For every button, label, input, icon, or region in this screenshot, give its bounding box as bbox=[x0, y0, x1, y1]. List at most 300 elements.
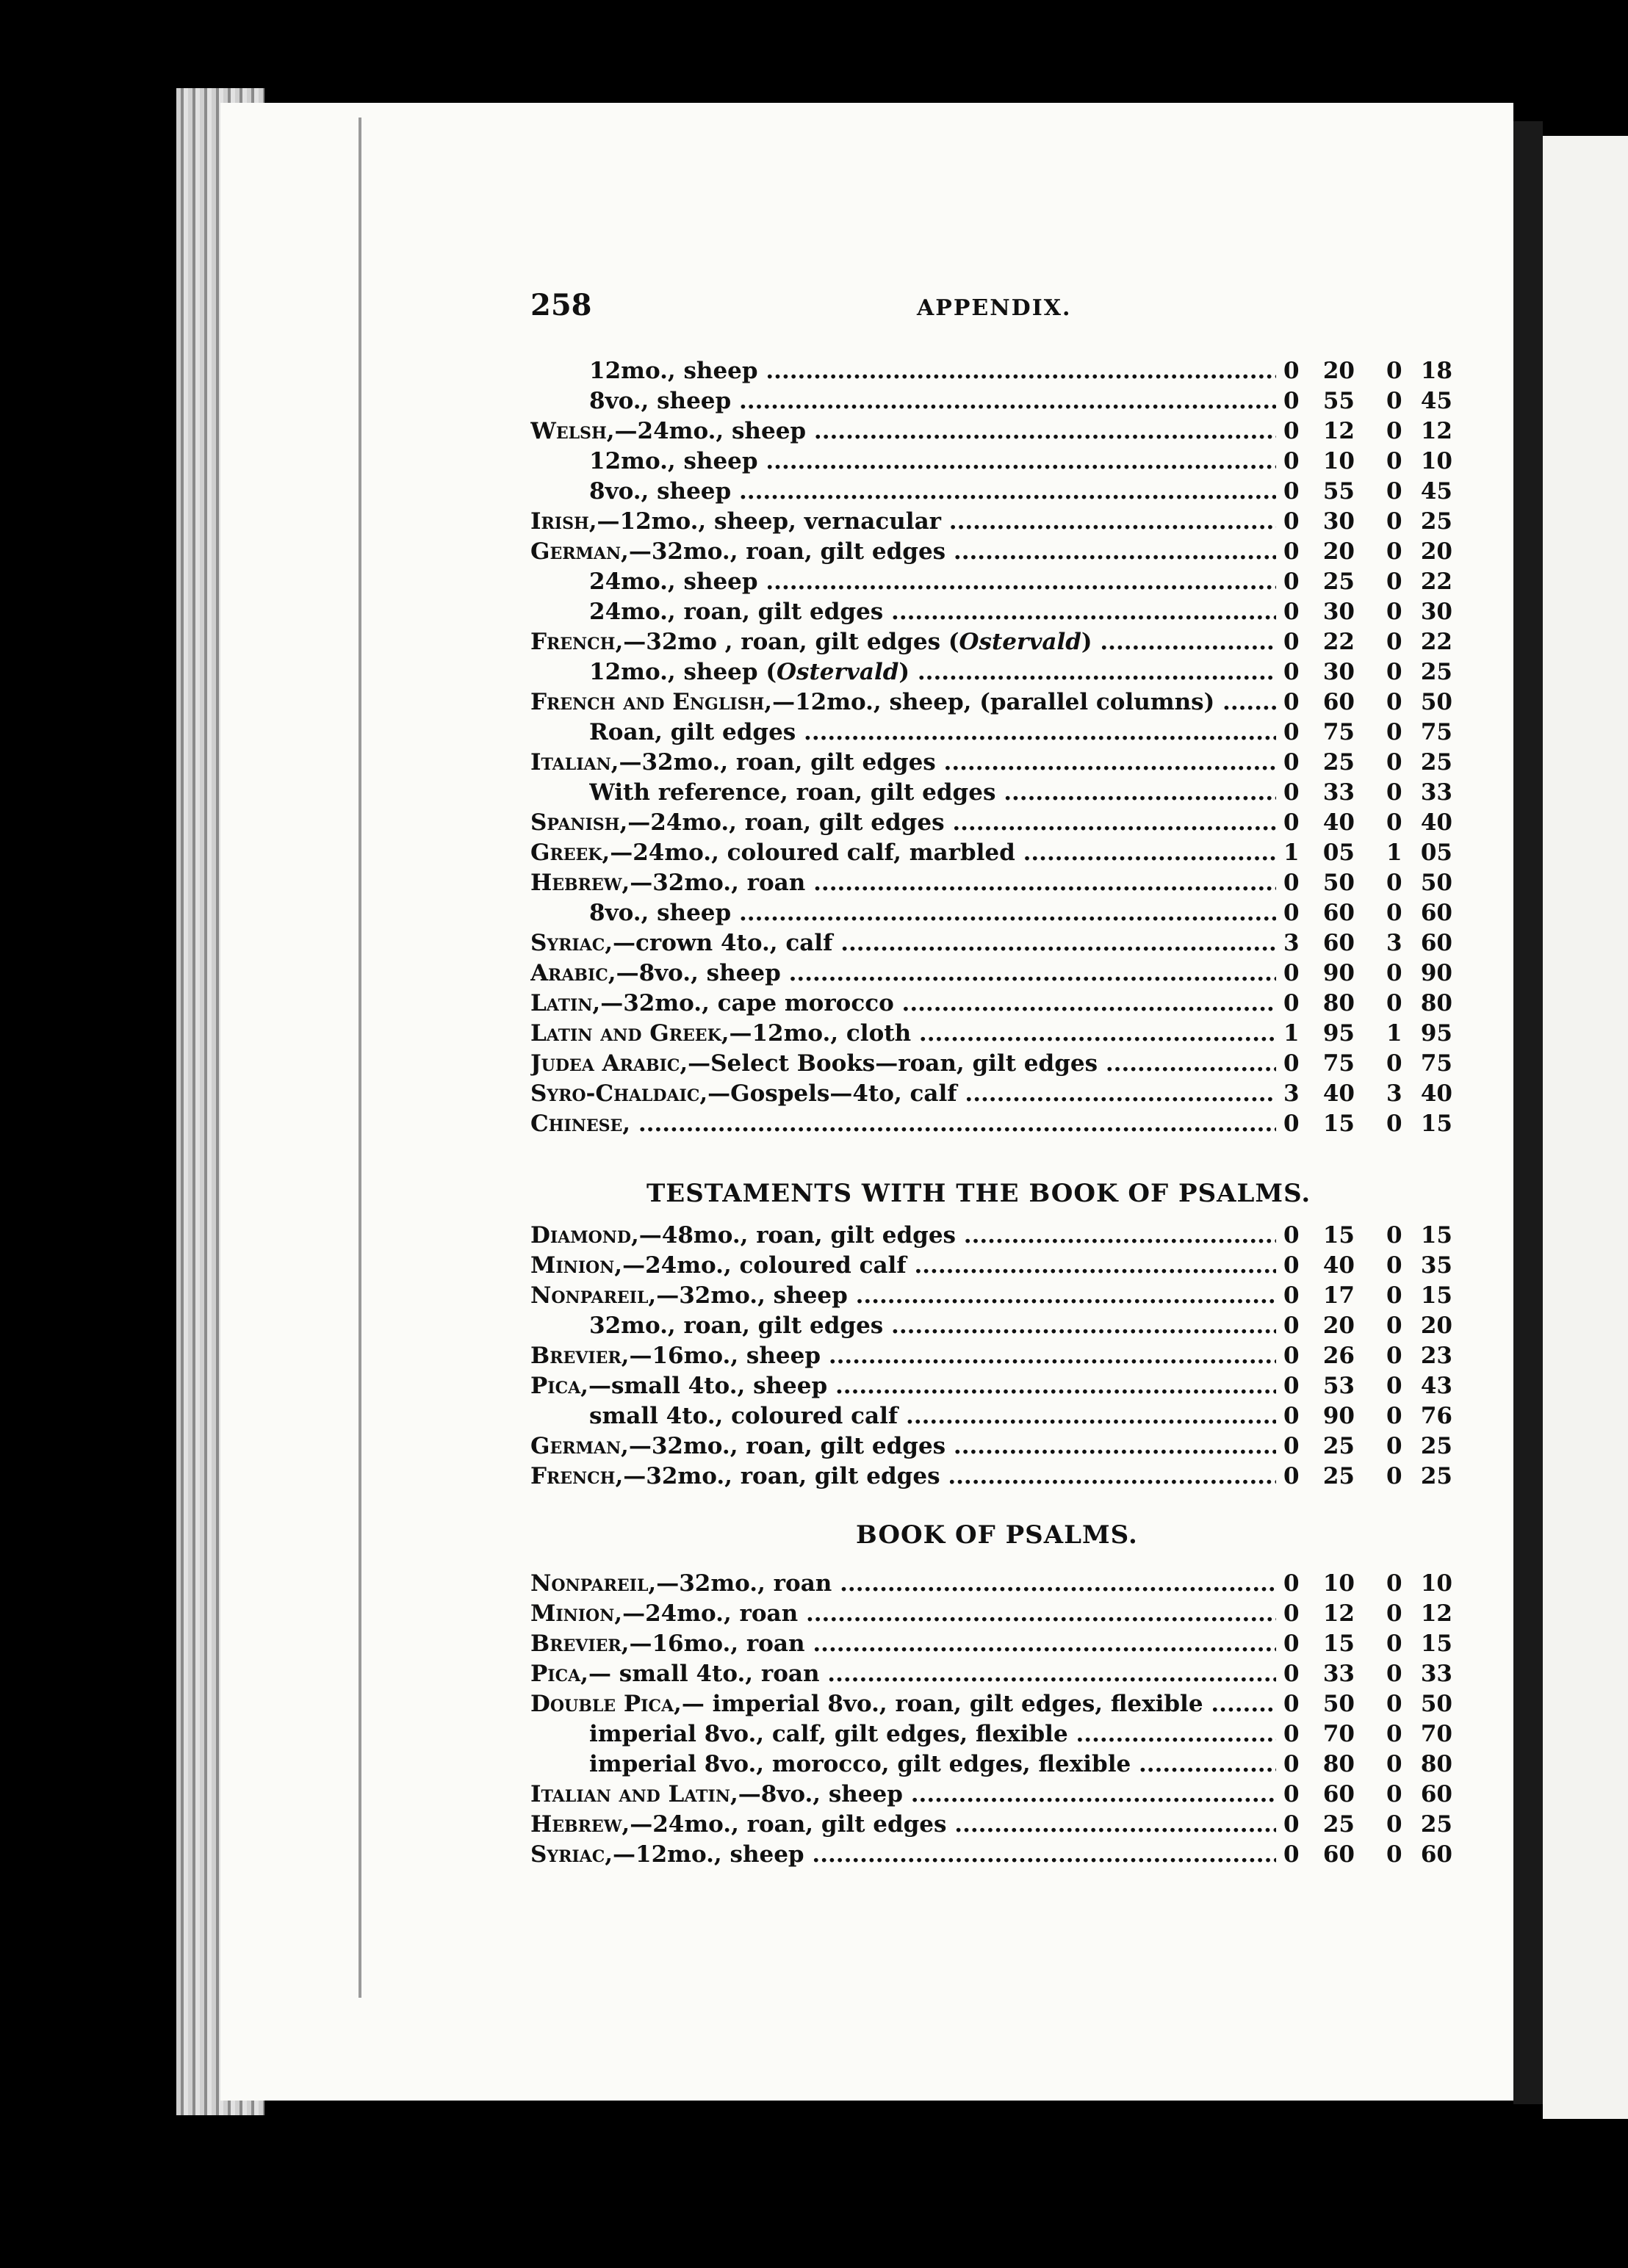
price-c2: 15 bbox=[1322, 1110, 1355, 1137]
price-c2: 75 bbox=[1322, 1050, 1355, 1077]
price-c2: 40 bbox=[1322, 809, 1355, 836]
binding-description: —crown 4to., calf bbox=[613, 930, 833, 956]
language-heading: Syriac, bbox=[530, 1841, 613, 1868]
binding-description: 24mo., sheep bbox=[589, 568, 758, 595]
price-row bbox=[530, 1431, 1452, 1462]
price-c2: 50 bbox=[1322, 870, 1355, 896]
language-heading: Double Pica, bbox=[530, 1691, 682, 1717]
price-c1: 0 bbox=[1283, 1433, 1300, 1459]
price-row bbox=[530, 1659, 1452, 1689]
price-c4: 05 bbox=[1420, 839, 1452, 866]
binding-description: —Select Books—roan, gilt edges bbox=[688, 1050, 1098, 1077]
price-c2: 10 bbox=[1322, 448, 1355, 474]
language-heading: Pica, bbox=[530, 1661, 588, 1687]
binding-description: —12mo., sheep, vernacular bbox=[597, 508, 941, 535]
price-c2: 60 bbox=[1322, 689, 1355, 715]
language-heading: Italian and Latin, bbox=[530, 1781, 738, 1807]
price-c2: 60 bbox=[1322, 930, 1355, 956]
price-c4: 40 bbox=[1420, 1080, 1452, 1107]
price-c2: 80 bbox=[1322, 990, 1355, 1016]
price-row-description bbox=[530, 1019, 1276, 1049]
binding-description: —8vo., sheep bbox=[738, 1781, 903, 1807]
price-row-description bbox=[530, 1079, 1276, 1109]
language-heading: German, bbox=[530, 1433, 629, 1459]
price-c1: 0 bbox=[1283, 1721, 1300, 1747]
price-c1: 0 bbox=[1283, 538, 1300, 565]
binding-description: —12mo., cloth bbox=[729, 1020, 912, 1047]
price-row bbox=[530, 1810, 1452, 1840]
price-c3: 0 bbox=[1386, 1252, 1402, 1279]
price-c1: 0 bbox=[1283, 1841, 1300, 1868]
price-row bbox=[530, 838, 1452, 868]
binding-description: Roan, gilt edges bbox=[589, 719, 796, 745]
price-c3: 0 bbox=[1386, 1841, 1402, 1868]
price-row bbox=[530, 1079, 1452, 1109]
binding-description: —24mo., roan bbox=[622, 1600, 799, 1627]
price-c3: 0 bbox=[1386, 1110, 1402, 1137]
price-row bbox=[530, 1840, 1452, 1870]
binding-description: 12mo., sheep bbox=[589, 358, 758, 384]
binding-description: —16mo., roan bbox=[629, 1630, 805, 1657]
price-c2: 25 bbox=[1322, 1811, 1355, 1838]
price-row bbox=[530, 687, 1452, 718]
binding-description: —24mo., sheep bbox=[614, 418, 807, 444]
price-c4: 50 bbox=[1420, 689, 1452, 715]
binding-description: imperial 8vo., calf, gilt edges, flexible bbox=[589, 1721, 1068, 1747]
price-c4: 60 bbox=[1420, 900, 1452, 926]
price-row bbox=[530, 356, 1452, 386]
price-c4: 43 bbox=[1420, 1373, 1452, 1399]
price-row-description bbox=[530, 1251, 1276, 1281]
price-row bbox=[530, 1221, 1452, 1251]
price-c3: 0 bbox=[1386, 809, 1402, 836]
price-row bbox=[530, 1629, 1452, 1659]
price-c2: 60 bbox=[1322, 1841, 1355, 1868]
price-c3: 0 bbox=[1386, 1721, 1402, 1747]
language-heading: Judea Arabic, bbox=[530, 1050, 688, 1077]
language-heading: Syriac, bbox=[530, 930, 613, 956]
language-heading: Chinese, bbox=[530, 1110, 631, 1137]
price-c3: 0 bbox=[1386, 1282, 1402, 1309]
price-c3: 0 bbox=[1386, 1312, 1402, 1339]
binding-description: —Gospels—4to, calf bbox=[707, 1080, 957, 1107]
price-c3: 0 bbox=[1386, 1403, 1402, 1429]
language-heading: Nonpareil, bbox=[530, 1282, 657, 1309]
price-c3: 0 bbox=[1386, 719, 1402, 745]
binding-description: —12mo., sheep bbox=[613, 1841, 804, 1868]
price-c4: 25 bbox=[1420, 659, 1452, 685]
price-c1: 0 bbox=[1283, 1661, 1300, 1687]
price-c2: 50 bbox=[1322, 1691, 1355, 1717]
price-c3: 0 bbox=[1386, 538, 1402, 565]
language-heading: Hebrew, bbox=[530, 1811, 630, 1838]
price-c4: 80 bbox=[1420, 990, 1452, 1016]
language-heading: Irish, bbox=[530, 508, 597, 535]
price-c1: 0 bbox=[1283, 629, 1300, 655]
price-row-description bbox=[530, 1780, 1276, 1810]
price-row bbox=[530, 1251, 1452, 1281]
price-row bbox=[530, 1281, 1452, 1311]
price-c1: 0 bbox=[1283, 1403, 1300, 1429]
binding-description: 12mo., sheep (Ostervald) bbox=[589, 659, 910, 685]
price-c4: 45 bbox=[1420, 388, 1452, 414]
price-row bbox=[530, 868, 1452, 898]
price-c2: 25 bbox=[1322, 568, 1355, 595]
price-c2: 70 bbox=[1322, 1721, 1355, 1747]
price-c3: 3 bbox=[1386, 930, 1402, 956]
price-c3: 1 bbox=[1386, 839, 1402, 866]
price-c4: 76 bbox=[1420, 1403, 1452, 1429]
price-c1: 0 bbox=[1283, 1222, 1300, 1249]
binding-description: —32mo , roan, gilt edges (Ostervald) bbox=[623, 629, 1092, 655]
price-c1: 0 bbox=[1283, 1312, 1300, 1339]
price-list-bibles bbox=[530, 356, 1452, 1139]
price-row-description bbox=[530, 748, 1276, 778]
price-c2: 05 bbox=[1322, 839, 1355, 866]
price-c2: 55 bbox=[1322, 388, 1355, 414]
price-c4: 25 bbox=[1420, 1463, 1452, 1489]
price-c3: 0 bbox=[1386, 1781, 1402, 1807]
price-c4: 10 bbox=[1420, 448, 1452, 474]
price-c1: 0 bbox=[1283, 1811, 1300, 1838]
price-row-description bbox=[530, 507, 1276, 537]
price-row-description bbox=[530, 1371, 1276, 1401]
language-heading: Greek, bbox=[530, 839, 610, 866]
price-c1: 0 bbox=[1283, 599, 1300, 625]
language-heading: Pica, bbox=[530, 1373, 588, 1399]
price-c2: 15 bbox=[1322, 1630, 1355, 1657]
price-c2: 40 bbox=[1322, 1252, 1355, 1279]
price-c2: 20 bbox=[1322, 358, 1355, 384]
language-heading: Latin, bbox=[530, 990, 601, 1016]
binding-description: —24mo., coloured calf, marbled bbox=[610, 839, 1015, 866]
binding-description: —8vo., sheep bbox=[616, 960, 781, 986]
price-c2: 90 bbox=[1322, 960, 1355, 986]
binding-description: —12mo., sheep, (parallel columns) bbox=[772, 689, 1215, 715]
binding-description: —24mo., coloured calf bbox=[622, 1252, 907, 1279]
price-c2: 20 bbox=[1322, 1312, 1355, 1339]
price-row bbox=[530, 1341, 1452, 1371]
language-heading: Syro-Chaldaic, bbox=[530, 1080, 708, 1107]
price-c4: 10 bbox=[1420, 1570, 1452, 1597]
price-row-description bbox=[530, 1281, 1276, 1311]
price-c1: 0 bbox=[1283, 1343, 1300, 1369]
price-c2: 17 bbox=[1322, 1282, 1355, 1309]
binding-description: With reference, roan, gilt edges bbox=[589, 779, 996, 806]
price-c3: 0 bbox=[1386, 1600, 1402, 1627]
facing-page-edge bbox=[1543, 136, 1628, 2119]
price-c4: 60 bbox=[1420, 1781, 1452, 1807]
price-row bbox=[530, 989, 1452, 1019]
price-row-description bbox=[530, 1629, 1276, 1659]
price-row-description bbox=[589, 567, 1276, 597]
language-heading: Spanish, bbox=[530, 809, 628, 836]
price-c2: 22 bbox=[1322, 629, 1355, 655]
price-row-description bbox=[530, 1659, 1276, 1689]
price-c3: 0 bbox=[1386, 568, 1402, 595]
price-c3: 0 bbox=[1386, 960, 1402, 986]
price-c3: 0 bbox=[1386, 779, 1402, 806]
price-row-description bbox=[530, 1810, 1276, 1840]
price-row bbox=[530, 537, 1452, 567]
binding-description: —32mo., roan, gilt edges bbox=[623, 1463, 940, 1489]
price-c4: 33 bbox=[1420, 779, 1452, 806]
price-row-description bbox=[530, 1109, 1276, 1139]
price-c3: 0 bbox=[1386, 478, 1402, 505]
price-row bbox=[530, 1311, 1452, 1341]
price-c2: 30 bbox=[1322, 508, 1355, 535]
price-c4: 20 bbox=[1420, 538, 1452, 565]
price-c4: 12 bbox=[1420, 418, 1452, 444]
language-heading: French, bbox=[530, 629, 624, 655]
price-row-description bbox=[530, 868, 1276, 898]
price-c3: 0 bbox=[1386, 749, 1402, 776]
price-c2: 10 bbox=[1322, 1570, 1355, 1597]
binding-description: —32mo., sheep bbox=[656, 1282, 848, 1309]
price-c1: 3 bbox=[1283, 1080, 1300, 1107]
price-c4: 15 bbox=[1420, 1222, 1452, 1249]
price-c3: 0 bbox=[1386, 629, 1402, 655]
price-c2: 12 bbox=[1322, 418, 1355, 444]
price-row-description bbox=[530, 1599, 1276, 1629]
binding-description: 12mo., sheep bbox=[589, 448, 758, 474]
price-c2: 20 bbox=[1322, 538, 1355, 565]
binding-description: —32mo., cape morocco bbox=[600, 990, 894, 1016]
price-row-description bbox=[530, 537, 1276, 567]
binding-description: small 4to., coloured calf bbox=[589, 1403, 898, 1429]
binding-description: —32mo., roan, gilt edges bbox=[628, 1433, 946, 1459]
binding-description: —16mo., sheep bbox=[629, 1343, 821, 1369]
price-row bbox=[530, 808, 1452, 838]
price-row bbox=[530, 718, 1452, 748]
price-row-description bbox=[589, 718, 1276, 748]
price-row bbox=[530, 1462, 1452, 1492]
price-c1: 0 bbox=[1283, 1282, 1300, 1309]
price-row-description bbox=[530, 1049, 1276, 1079]
price-c2: 95 bbox=[1322, 1020, 1355, 1047]
price-c2: 26 bbox=[1322, 1343, 1355, 1369]
price-c3: 3 bbox=[1386, 1080, 1402, 1107]
price-c4: 25 bbox=[1420, 1811, 1452, 1838]
price-c4: 50 bbox=[1420, 1691, 1452, 1717]
price-c3: 0 bbox=[1386, 990, 1402, 1016]
language-heading: French, bbox=[530, 1463, 624, 1489]
price-c1: 1 bbox=[1283, 1020, 1300, 1047]
binding-description: 8vo., sheep bbox=[589, 478, 732, 505]
price-c1: 0 bbox=[1283, 1050, 1300, 1077]
price-c3: 0 bbox=[1386, 599, 1402, 625]
price-row-description bbox=[530, 808, 1276, 838]
price-row bbox=[530, 1780, 1452, 1810]
language-heading: German, bbox=[530, 538, 629, 565]
price-c4: 60 bbox=[1420, 1841, 1452, 1868]
price-c4: 25 bbox=[1420, 1433, 1452, 1459]
price-c1: 0 bbox=[1283, 779, 1300, 806]
price-c1: 0 bbox=[1283, 1751, 1300, 1777]
price-row-description bbox=[589, 1401, 1276, 1431]
price-c2: 33 bbox=[1322, 779, 1355, 806]
price-c3: 1 bbox=[1386, 1020, 1402, 1047]
price-c1: 0 bbox=[1283, 960, 1300, 986]
price-c2: 25 bbox=[1322, 1433, 1355, 1459]
language-heading: Brevier, bbox=[530, 1343, 630, 1369]
price-c3: 0 bbox=[1386, 358, 1402, 384]
price-row-description bbox=[589, 898, 1276, 928]
price-row bbox=[530, 416, 1452, 447]
running-head: APPENDIX. bbox=[917, 295, 1072, 321]
binding-description: —24mo., roan, gilt edges bbox=[630, 1811, 947, 1838]
price-row bbox=[530, 1599, 1452, 1629]
binding-description: — imperial 8vo., roan, gilt edges, flexible bbox=[681, 1691, 1203, 1717]
section-title-psalms: BOOK OF PSALMS. bbox=[856, 1520, 1138, 1550]
price-row-description bbox=[589, 477, 1276, 507]
book-gutter bbox=[1513, 121, 1543, 2104]
price-c1: 0 bbox=[1283, 1373, 1300, 1399]
price-row-description bbox=[530, 989, 1276, 1019]
price-row bbox=[530, 1749, 1452, 1780]
price-list-testaments bbox=[530, 1221, 1452, 1492]
price-row-description bbox=[530, 928, 1276, 958]
binding-description: 8vo., sheep bbox=[589, 388, 732, 414]
price-c3: 0 bbox=[1386, 1343, 1402, 1369]
language-heading: Minion, bbox=[530, 1600, 623, 1627]
price-row bbox=[530, 778, 1452, 808]
price-c3: 0 bbox=[1386, 1751, 1402, 1777]
price-c2: 75 bbox=[1322, 719, 1355, 745]
price-row bbox=[530, 567, 1452, 597]
price-c4: 23 bbox=[1420, 1343, 1452, 1369]
price-c2: 25 bbox=[1322, 749, 1355, 776]
price-c1: 0 bbox=[1283, 659, 1300, 685]
price-c1: 0 bbox=[1283, 388, 1300, 414]
price-row-description bbox=[589, 386, 1276, 416]
price-row-description bbox=[589, 657, 1276, 687]
price-row bbox=[530, 1719, 1452, 1749]
price-row-description bbox=[530, 1569, 1276, 1599]
price-row-description bbox=[530, 687, 1276, 718]
price-c2: 53 bbox=[1322, 1373, 1355, 1399]
price-c2: 90 bbox=[1322, 1403, 1355, 1429]
price-c1: 0 bbox=[1283, 1252, 1300, 1279]
price-row-description bbox=[530, 838, 1276, 868]
language-heading: Nonpareil, bbox=[530, 1570, 657, 1597]
price-row bbox=[530, 1689, 1452, 1719]
price-c1: 0 bbox=[1283, 1600, 1300, 1627]
price-row bbox=[530, 627, 1452, 657]
binding-description: 24mo., roan, gilt edges bbox=[589, 599, 884, 625]
price-c1: 0 bbox=[1283, 418, 1300, 444]
price-row bbox=[530, 657, 1452, 687]
price-c2: 30 bbox=[1322, 599, 1355, 625]
price-c1: 0 bbox=[1283, 1110, 1300, 1137]
price-c2: 12 bbox=[1322, 1600, 1355, 1627]
price-row bbox=[530, 597, 1452, 627]
price-c1: 3 bbox=[1283, 930, 1300, 956]
price-c1: 0 bbox=[1283, 1781, 1300, 1807]
price-row-description bbox=[530, 1689, 1276, 1719]
price-c2: 33 bbox=[1322, 1661, 1355, 1687]
price-c4: 12 bbox=[1420, 1600, 1452, 1627]
price-c3: 0 bbox=[1386, 1050, 1402, 1077]
price-list-psalms bbox=[530, 1569, 1452, 1870]
price-c1: 0 bbox=[1283, 448, 1300, 474]
price-row-description bbox=[530, 1431, 1276, 1462]
price-c3: 0 bbox=[1386, 659, 1402, 685]
price-row-description bbox=[589, 1311, 1276, 1341]
price-c4: 30 bbox=[1420, 599, 1452, 625]
price-c2: 55 bbox=[1322, 478, 1355, 505]
price-c1: 1 bbox=[1283, 839, 1300, 866]
price-c2: 15 bbox=[1322, 1222, 1355, 1249]
price-c3: 0 bbox=[1386, 388, 1402, 414]
price-c1: 0 bbox=[1283, 900, 1300, 926]
price-c4: 80 bbox=[1420, 1751, 1452, 1777]
price-row bbox=[530, 1019, 1452, 1049]
price-c1: 0 bbox=[1283, 809, 1300, 836]
price-c2: 25 bbox=[1322, 1463, 1355, 1489]
price-row-description bbox=[530, 416, 1276, 447]
binding-description: imperial 8vo., morocco, gilt edges, flexible bbox=[589, 1751, 1131, 1777]
binding-description: —48mo., roan, gilt edges bbox=[638, 1222, 957, 1249]
binding-description: —32mo., roan bbox=[630, 870, 806, 896]
price-row bbox=[530, 1049, 1452, 1079]
price-row bbox=[530, 507, 1452, 537]
price-row-description bbox=[530, 1840, 1276, 1870]
price-c4: 15 bbox=[1420, 1110, 1452, 1137]
price-row-description bbox=[589, 1749, 1276, 1780]
price-row-description bbox=[589, 447, 1276, 477]
binding-description: —24mo., roan, gilt edges bbox=[627, 809, 945, 836]
price-c2: 80 bbox=[1322, 1751, 1355, 1777]
price-row bbox=[530, 447, 1452, 477]
price-c4: 25 bbox=[1420, 749, 1452, 776]
price-c3: 0 bbox=[1386, 1570, 1402, 1597]
binding-description: —32mo., roan, gilt edges bbox=[619, 749, 936, 776]
price-row-description bbox=[530, 1341, 1276, 1371]
price-c1: 0 bbox=[1283, 568, 1300, 595]
price-c2: 60 bbox=[1322, 1781, 1355, 1807]
language-heading: French and English, bbox=[530, 689, 773, 715]
price-c3: 0 bbox=[1386, 1222, 1402, 1249]
language-heading: Arabic, bbox=[530, 960, 616, 986]
price-c4: 60 bbox=[1420, 930, 1452, 956]
price-c4: 22 bbox=[1420, 629, 1452, 655]
price-row bbox=[530, 1401, 1452, 1431]
price-row-description bbox=[589, 356, 1276, 386]
price-c3: 0 bbox=[1386, 1661, 1402, 1687]
price-c3: 0 bbox=[1386, 1811, 1402, 1838]
price-c4: 18 bbox=[1420, 358, 1452, 384]
price-row-description bbox=[530, 958, 1276, 989]
price-row bbox=[530, 386, 1452, 416]
price-c1: 0 bbox=[1283, 358, 1300, 384]
price-c1: 0 bbox=[1283, 719, 1300, 745]
binding-description: 8vo., sheep bbox=[589, 900, 732, 926]
price-c2: 40 bbox=[1322, 1080, 1355, 1107]
price-row bbox=[530, 1371, 1452, 1401]
price-c1: 0 bbox=[1283, 1570, 1300, 1597]
price-c2: 30 bbox=[1322, 659, 1355, 685]
price-c4: 35 bbox=[1420, 1252, 1452, 1279]
price-row-description bbox=[530, 1221, 1276, 1251]
page-header bbox=[530, 288, 1412, 332]
price-row bbox=[530, 477, 1452, 507]
language-heading: Latin and Greek, bbox=[530, 1020, 730, 1047]
price-c1: 0 bbox=[1283, 1463, 1300, 1489]
language-heading: Italian, bbox=[530, 749, 619, 776]
price-row bbox=[530, 1109, 1452, 1139]
price-c3: 0 bbox=[1386, 1691, 1402, 1717]
